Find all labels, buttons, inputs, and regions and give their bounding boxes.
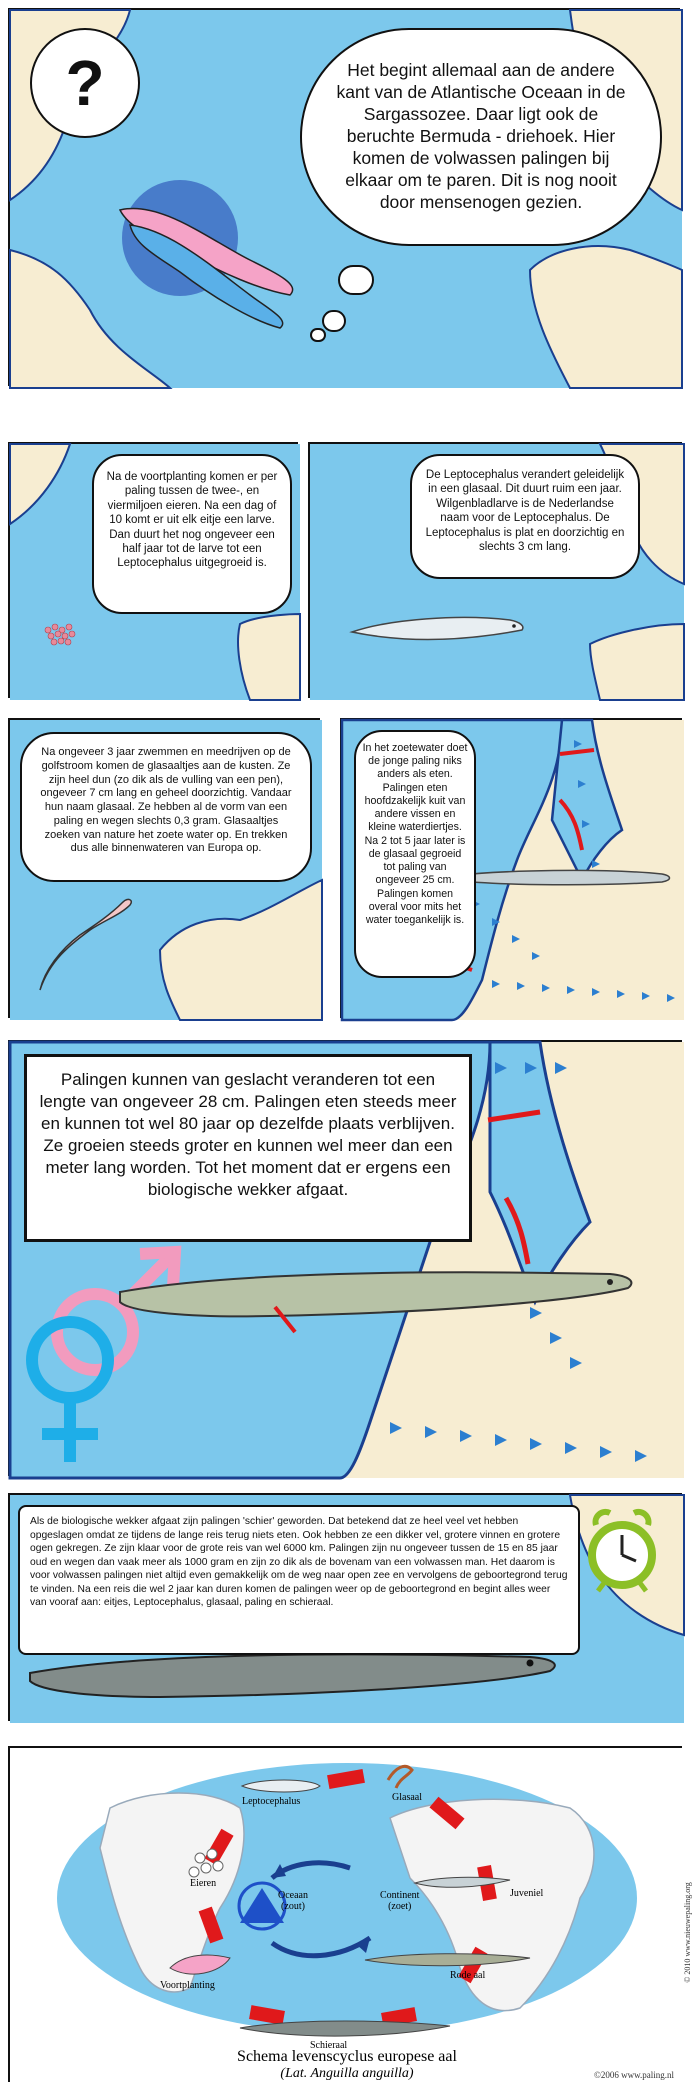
silver-eel-text: Als de biologische wekker afgaat zijn palingen 'schier' geworden. Dat betekend dat ze heel veel vet hebben opgeslagen omdat ze tijdens de lange reis terug niets eten. Ook hebben ze een dikker vel, grotere vinnen en grotere ogen gekregen. Ze zijn klaar voor de grote reis van wel 6000 km. Palingen zijn nu ongeveer tussen de 15 en 85 jaar oud en wegen dan vaak meer als 1000 gram en zijn zo dik als de bovenam van een volwassen man. Het daarom is voor volwassen palingen niet altijd even gemakkelijk om de weg naar open zee en vervolgens de geboortegrond terug te vinden. Na een reis die wel 2 jaar kan duren komen de palingen weer op de geboortegrond en begint alles weer van vooraf aan: eitjes, Leptocephalus, glasaal, paling en schieraal.	[30, 1516, 568, 1609]
young-eel	[452, 870, 670, 884]
thought-bubble-small	[30, 28, 140, 138]
panel-lifecycle-diagram	[8, 1746, 692, 2082]
label-rode-aal: Rode aal	[450, 1970, 486, 1981]
speech-bubble-leptocephalus	[410, 454, 640, 579]
speech-bubble-freshwater	[354, 730, 476, 978]
label-schieraal: Schieraal	[310, 2040, 348, 2051]
panel-gender	[8, 1040, 682, 1476]
freshwater-text: In het zoetewater doet de jonge paling niks anders als eten. Palingen eten hoofdzakelijk kuit van andere vissen en kleine waterdiertjes. Na 2 tot 5 jaar later is de glasaal gegroeid tot paling van ongeveer 25 cm. Palingen komen overal voor mits het water toegankelijk is.	[362, 742, 468, 927]
world-map-background	[10, 1748, 684, 2084]
label-voortplanting: Voortplanting	[160, 1980, 215, 1991]
gender-text: Palingen kunnen van geslacht veranderen tot een lengte van ongeveer 28 cm. Palingen eten steeds meer en kunnen tot wel 80 jaar op dezelfde plaats verblijven. Ze groeien steeds groter en kunnen wel meer dan een meter lang worden. Tot het moment dat er ergens een biologische wekker afgaat.	[39, 1070, 457, 1200]
label-juveniel: Juveniel	[510, 1888, 544, 1899]
panel-silver-eel	[8, 1493, 682, 1721]
label-eieren: Eieren	[190, 1878, 217, 1889]
panel-glass-eel	[8, 718, 320, 1018]
speech-bubble-glass-eel	[20, 732, 312, 882]
diagram-title: Schema levenscyclus europese aal	[237, 2048, 457, 2065]
speech-box-silver-eel	[18, 1505, 580, 1655]
oceaan-title: Oceaan	[278, 1890, 308, 1901]
copyright-credit: ©2006 www.paling.nl	[594, 2070, 674, 2080]
intro-text: Het begint allemaal aan de andere kant van de Atlantische Oceaan in de Sargassozee. Daar ligt ook de beruchte Bermuda - driehoek. Hier komen de volwassen palingen bij elkaar om te paren. Dit is nog nooit door mensenogen gezien.	[336, 60, 626, 212]
oceaan-sub: (zout)	[281, 1901, 305, 1912]
thought-bubble-intro	[300, 28, 662, 246]
speech-box-gender	[24, 1054, 472, 1242]
thought-dot-2	[322, 310, 346, 332]
side-credit: © 2010 www.nieuwepaling.org	[683, 1882, 692, 1983]
label-leptocephalus: Leptocephalus	[242, 1796, 301, 1807]
panel-eggs	[8, 442, 298, 698]
panel-leptocephalus	[308, 442, 682, 698]
diagram-subtitle: (Lat. Anguilla anguilla)	[280, 2066, 414, 2081]
panel-freshwater	[340, 718, 682, 1018]
thought-dot-3	[310, 328, 326, 342]
panel-sargasso	[8, 8, 680, 386]
eggs-text: Na de voortplanting komen er per paling tussen de twee-, en viermiljoen eieren. Na een dag of 10 komt er uit elk eitje een larve. Dan duurt het nog ongeveer een half jaar tot de larve tot een Leptocephalus uitgegroeid is.	[106, 471, 278, 570]
leptocephalus-text: De Leptocephalus verandert geleidelijk in een glasaal. Dit duurt ruim een jaar. Wilgenbladlarve is de Nederlandse naam voor de Leptocephalus. De Leptocephalus is plat en doorzichtig en slechts 3 cm lang.	[425, 469, 625, 553]
label-continent	[380, 1890, 419, 1912]
speech-bubble-eggs	[92, 454, 292, 614]
thought-dot-1	[338, 265, 374, 295]
question-mark: ?	[65, 47, 105, 119]
continent-title: Continent	[380, 1890, 420, 1901]
continent-sub: (zoet)	[388, 1901, 412, 1912]
label-glasaal: Glasaal	[392, 1792, 422, 1803]
glass-eel-text: Na ongeveer 3 jaar zwemmen en meedrijven op de golfstroom komen de glasaaltjes aan de kusten. Ze zijn heel dun (zo dik als de vulling van een pen), ongeveer 7 cm lang en geheel doorzichtig. Vandaar hun naam glasaal. Ze hebben al de vorm van een paling en wegen slechts 0,3 gram. Glasaaltjes zoeken van nature het zoete water op. En trekken dus alle binnenwateren van Europa op.	[40, 746, 292, 855]
label-oceaan	[278, 1890, 308, 1912]
